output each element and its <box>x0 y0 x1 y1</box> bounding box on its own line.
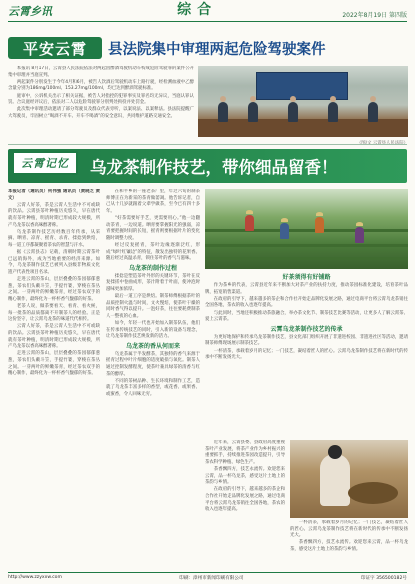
section-banner-safety <box>8 37 102 59</box>
article2-paragraph: 走进云霄的茶山，层层叠叠的茶园郁郁葱葱，茶农们头戴斗笠，手提竹篓，穿梭在茶丛之间。一芽两叶的鲜嫩茶青，经过茶农双手的精心制作，最终化为一杯杯香气馥郁的好茶。 <box>8 277 100 302</box>
article2-paragraph: 茶香飘四方，技艺永流传。欢迎您来云霄，品一杯乌龙茶，感受这片土地上的茶韵与乡情。 <box>205 466 285 486</box>
section-banner-label: 平安云霄 <box>22 39 87 58</box>
article2-paragraph: 云霄人好茶，茶是云霄人生活中不可或缺的饮品。云霄县茶叶种植历史悠久，早在唐代就有茶叶种植，明清时期已形成较大规模，所产乌龙茶以香高味醇著称。 <box>8 324 100 350</box>
article2-paragraph: 在政府的引导下，越来越多的茶企和合作社开始走品牌化发展之路，通过电商平台将云霄乌龙茶销往全国各地，茶农的收入也逐年提高。 <box>205 487 285 513</box>
article2-column-4 <box>205 440 285 568</box>
article2-paragraph: 为更好地保护和传承乌龙茶制作技艺，县文化部门组织开展了非遗进校园、非遗进社区等活动，邀请制茶师傅现场展示制茶技艺。 <box>205 334 408 347</box>
article2-headline: 乌龙茶制作技艺，带你细品留香！ <box>90 158 338 177</box>
column-tag <box>12 151 78 175</box>
tea-picking-photo <box>205 189 408 269</box>
article2-paragraph: 揉捻是塑造茶叶外形的关键环节，茶叶在反复揉搓中卷曲成形，茶汁附着于叶面，使冲泡时滋味更加浓厚。 <box>106 273 200 292</box>
article2-paragraph: 如今，年轻一代也开始加入制茶队伍，他们在传承传统技艺的同时，引入新的设备与理念，让乌龙茶制作技艺焕发新的活力。 <box>106 321 200 340</box>
byline: 本报记者（通讯员）何伟强 通讯员（黄晓芝 黄文） <box>8 189 100 201</box>
article2-paragraph: 一杯清茶，承载着岁月的记忆；一门技艺，凝结着匠人的匠心。云霄乌龙茶制作技艺将在新时代的传承中不断发扬光大。 <box>205 348 408 361</box>
page-footer <box>8 572 407 581</box>
section-title: 综合 <box>177 2 218 18</box>
article2-paragraph: 云霄人好茶，茶是云霄人生活中不可或缺的饮品。云霄县茶叶种植历史悠久，早在唐代就有茶叶种植，明清时期已形成较大规模，所产乌龙茶以香高味醇著称。 <box>8 202 100 228</box>
article2-paragraph: 茶香飘四方，技艺永流传。欢迎您来云霄，品一杯乌龙茶，感受这片土地上的茶韵与乡情。 <box>290 540 408 552</box>
article2-paragraph: 老茶人说，做茶要看天、看青、看火候，每一批茶的品质都离不开制茶人的经验。正是这份坚守，让云霄乌龙茶的味道代代相传。 <box>8 304 100 323</box>
article1-paragraph: 两起案件分别发生于今年4月和6月，被告人饮酒后驾驶机动车上路行驶，经检测血液中乙醇含量分别为186mg/100ml、153.27mg/100ml，均已达到醉酒驾驶标准。 <box>8 79 194 92</box>
article2-paragraph: 据《云霄县志》记载，清朝时期云霄茶叶已远销海外，成为当地重要的经济来源。如今，乌龙茶制作技艺已被列入县级非物质文化遗产代表性项目名录。 <box>8 250 100 275</box>
article2-column-5 <box>290 520 408 568</box>
issue-date: 2022年8月19日 第四版 <box>342 12 407 19</box>
article2-paragraph: 在政府的引导下，越来越多的茶企和合作社开始走品牌化发展之路，通过电商平台将云霄乌龙茶销往全国各地，茶农的收入也逐年提高。 <box>205 296 408 309</box>
footer-url[interactable]: http://www.zzyxxw.com <box>8 575 62 580</box>
article2-paragraph: “好茶需要好手艺，更需要用心。”他一边翻动茶青，一边说道。晒青要掌握阳光的强弱，凉青要把握时间的长短，摇青则要根据叶片的变化随时调整力度。 <box>106 215 200 241</box>
article1-paragraph: 庭审中，公诉机关出示了相关证据，被告人对指控的犯罪事实及罪名均无异议，当庭认罪认罚。合议庭经评议后，依法对二人以危险驾驶罪分别判处拘役并处罚金。 <box>8 93 194 106</box>
article2-paragraph: 近年来，云霄县委、县政府高度重视茶叶产业发展，将茶产业作为乡村振兴的重要抓手，持续推进茶园改造提升，引导茶农科学种植、绿色生产。 <box>205 440 285 465</box>
photo-caption: （图/文 云霄县人民法院） <box>356 141 408 146</box>
article2-paragraph: 一杯清茶，承载着岁月的记忆；一门技艺，凝结着匠人的匠心。云霄乌龙茶制作技艺将在新时代的传承中不断发扬光大。 <box>290 520 408 539</box>
article2-column-3 <box>205 272 408 438</box>
article1-body <box>8 66 194 140</box>
article2-paragraph: 作为茶乡的代表，云霄县近年来不断加大对茶产业的扶持力度，推动茶园标准化建设，培育茶叶品牌，拓宽销售渠道。 <box>205 283 408 295</box>
subheading-good-tea: 好茶须得有好铺路 <box>282 274 331 281</box>
article1-paragraph: 此次集中审理活动邀请了部分驾驶员及群众代表旁听，以案说法、以案释法。县法院提醒广大驾驶员，牢固树立“喝酒不开车、开车不喝酒”的安全意识，共同维护道路交通安全。 <box>8 107 194 119</box>
article2-paragraph: 不同的茶树品种、生长环境和制作工艺，造就了乌龙茶丰富多样的香型，或花香、或果香、或蜜香，令人回味无穷。 <box>106 378 200 397</box>
courtroom-photo <box>198 66 408 137</box>
article2-paragraph: 经过反复摇青，茶叶边缘逐渐泛红，形成“绿叶红镶边”的特征，散发出独特的花果香。随后经过高温杀青，锁住茶叶的香气与滋味。 <box>106 242 200 262</box>
masthead <box>8 2 407 22</box>
column-tag-label: 云霄记忆 <box>21 157 69 170</box>
article2-paragraph: 走进云霄的茶山，层层叠叠的茶园郁郁葱葱，茶农们头戴斗笠，手提竹篓，穿梭在茶丛之间。一芽两叶的鲜嫩茶青，经过茶农双手的精心制作，最终化为一杯杯香气馥郁的好茶。 <box>8 351 100 377</box>
subheading-making-process: 乌龙茶的制作过程 <box>128 264 177 272</box>
subheading-aroma-origin: 乌龙茶的香从何而来 <box>125 342 180 350</box>
paper-name: 云霄乡讯 <box>8 5 52 18</box>
subheading-heritage: 云霄乌龙茶制作技艺的传承 <box>270 325 343 333</box>
tea-maker-photo <box>290 440 408 518</box>
footer-printer: 印刷：漳州市新闻印刷有限公司 <box>179 575 244 581</box>
section-divider <box>8 144 407 145</box>
article2-paragraph: 在和平乡的一座老茶厂里，年过六旬的制茶师傅正在为新采的茶青做萎凋。他告诉记者，自己从十几岁就跟着父辈学做茶，至今已有四十多年。 <box>106 189 200 214</box>
article2-paragraph: 与此同时，当地还积极推动茶旅融合，举办茶文化节、制茶技艺比赛等活动，让更多人了解云霄茶、爱上云霄茶。 <box>205 310 408 323</box>
footer-code: 印证字 356500182号 <box>360 575 407 581</box>
article2-paragraph: 最后一道工序是烘焙。制茶师傅根据茶叶的品质控制火温与时间，文火慢焙，使茶叶干燥的同时香气得以提升。一泡好茶，往往要耗费制茶人一整夜的心血。 <box>106 294 200 319</box>
article2-column-1 <box>8 189 100 569</box>
article2-paragraph: 乌龙茶制作技艺历经数百年传承，从采摘、晒青、凉青、摇青、杀青、揉捻到烘焙，每一道工序都凝聚着茶农的智慧与汗水。 <box>8 229 100 248</box>
article2-paragraph: 乌龙茶属于半发酵茶，其独特的香气来源于摇青过程中叶片细胞的适度破损与氧化。制茶人通过控制发酵程度，使茶叶兼具绿茶的清香与红茶的醇厚。 <box>106 351 200 377</box>
article2-column-2 <box>106 189 200 569</box>
article1-paragraph: 本报讯 8月17日，云霄县人民法院依法对两起因醉酒驾驶机动车构成危险驾驶罪的案件公开集中审理并当庭宣判。 <box>8 66 194 78</box>
article1-headline: 县法院集中审理两起危险驾驶案件 <box>108 41 326 58</box>
